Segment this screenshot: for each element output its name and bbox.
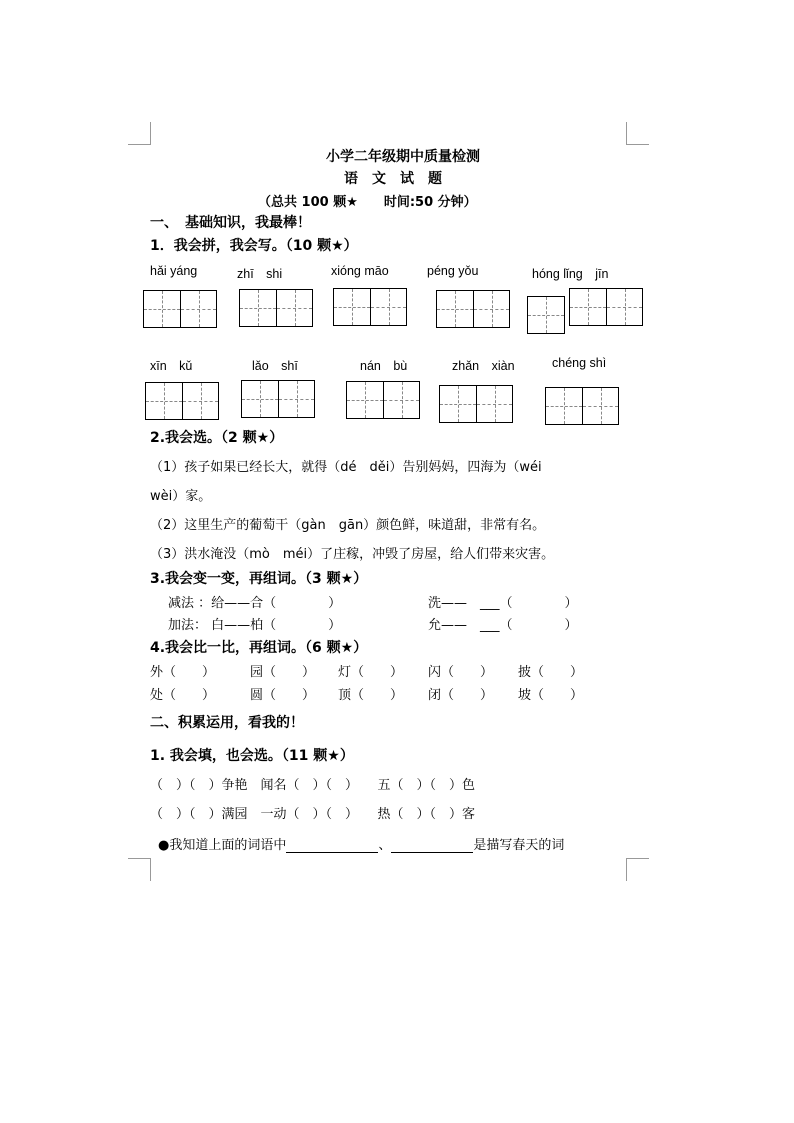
page-title: 小学二年级期中质量检测 <box>326 149 480 165</box>
writing-grid[interactable] <box>143 290 217 328</box>
writing-grid[interactable] <box>439 385 513 423</box>
writing-cell[interactable] <box>144 291 180 327</box>
writing-grid[interactable] <box>239 289 313 327</box>
question-heading: 3.我会变一变，再组词。（3 颗★） <box>150 571 368 587</box>
corner-mark-bottom-left <box>128 858 151 881</box>
question-heading: 1．我会拼，我会写。（10 颗★） <box>150 238 358 254</box>
question-text: （1）孩子如果已经长大，就得（dé děi）告别妈妈，四海为（wéi <box>150 460 542 475</box>
corner-mark-bottom-right <box>626 858 649 881</box>
word-pair: 闪（ ） <box>428 665 494 680</box>
writing-cell[interactable] <box>606 289 642 325</box>
writing-cell[interactable] <box>146 383 182 419</box>
pinyin-label: xīn kǔ <box>150 359 193 373</box>
writing-cell[interactable] <box>180 291 216 327</box>
question-heading: 4.我会比一比，再组词。（6 颗★） <box>150 640 368 656</box>
word-pair: 闭（ ） <box>428 688 494 703</box>
writing-cell[interactable] <box>383 382 419 418</box>
word-pair: 坡（ ） <box>518 688 584 703</box>
word-pair: 披（ ） <box>518 665 584 680</box>
writing-cell[interactable] <box>334 289 370 325</box>
pinyin-label: zhǎn xiàn <box>452 359 515 373</box>
question-heading: 1. 我会填，也会选。（11 颗★） <box>150 748 354 764</box>
writing-cell[interactable] <box>546 388 582 424</box>
question-text: 减法 ：给——合（ ） <box>168 596 342 611</box>
question-text: （ ）（ ）满园 一动（ ）（ ） 热（ ）（ ）客 <box>150 807 476 822</box>
pinyin-label: hǎi yáng <box>150 264 198 278</box>
section-heading: 二、积累运用，看我的！ <box>150 715 304 731</box>
writing-cell[interactable] <box>182 383 218 419</box>
subject-title: 语 文 试 题 <box>344 171 442 187</box>
pinyin-label: chéng shì <box>552 356 607 370</box>
word-pair: 外（ ） <box>150 665 216 680</box>
writing-cell[interactable] <box>570 289 606 325</box>
pinyin-label: hóng lǐng jīn <box>532 267 609 281</box>
word-pair: 园（ ） <box>250 665 316 680</box>
writing-cell[interactable] <box>582 388 618 424</box>
exam-meta: （总共 100 颗★ 时间:50 分钟） <box>258 195 477 210</box>
pinyin-label: nán bù <box>360 359 408 373</box>
question-text: 加法： 白——柏（ ） <box>168 618 342 633</box>
writing-grid[interactable] <box>436 290 510 328</box>
question-text: （3）洪水淹没（mò méi）了庄稼，冲毁了房屋，给人们带来灾害。 <box>150 547 555 562</box>
pinyin-label: lǎo shī <box>252 359 298 373</box>
corner-mark-top-left <box>128 122 151 145</box>
question-text: wèi）家。 <box>150 489 212 504</box>
writing-grid[interactable] <box>333 288 407 326</box>
sentence-start: ●我知道上面的词语中 <box>158 838 287 853</box>
word-pair: 处（ ） <box>150 688 216 703</box>
answer-blank[interactable] <box>286 852 378 853</box>
section-heading: 一、 基础知识，我最棒！ <box>150 215 311 231</box>
question-text: 允—— ___（ ） <box>428 618 578 633</box>
writing-grid[interactable] <box>527 296 565 334</box>
writing-cell[interactable] <box>437 291 473 327</box>
question-text: （ ）（ ）争艳 闻名（ ）（ ） 五（ ）（ ）色 <box>150 778 476 793</box>
writing-grid[interactable] <box>545 387 619 425</box>
corner-mark-top-right <box>626 122 649 145</box>
word-pair: 灯（ ） <box>338 665 404 680</box>
sentence-separator: 、 <box>378 838 392 853</box>
writing-cell[interactable] <box>242 381 278 417</box>
word-pair: 圆（ ） <box>250 688 316 703</box>
word-pair: 顶（ ） <box>338 688 404 703</box>
writing-cell[interactable] <box>278 381 314 417</box>
writing-cell[interactable] <box>370 289 406 325</box>
writing-grid[interactable] <box>145 382 219 420</box>
pinyin-label: xióng māo <box>331 264 389 278</box>
writing-grid[interactable] <box>569 288 643 326</box>
writing-cell[interactable] <box>473 291 509 327</box>
pinyin-label: péng yǒu <box>427 264 479 278</box>
writing-cell[interactable] <box>440 386 476 422</box>
writing-cell[interactable] <box>347 382 383 418</box>
fill-in-sentence <box>158 834 564 853</box>
question-text: （2）这里生产的葡萄干（gàn gān）颜色鲜，味道甜，非常有名。 <box>150 518 546 533</box>
question-text: 洗—— ___（ ） <box>428 596 578 611</box>
answer-blank[interactable] <box>391 852 473 853</box>
pinyin-label: zhī shi <box>237 267 283 281</box>
writing-cell[interactable] <box>276 290 312 326</box>
question-heading: 2.我会选。（2 颗★） <box>150 430 284 446</box>
writing-grid[interactable] <box>346 381 420 419</box>
sentence-end: 是描写春天的词 <box>473 838 565 853</box>
writing-cell[interactable] <box>240 290 276 326</box>
writing-cell[interactable] <box>528 297 564 333</box>
writing-grid[interactable] <box>241 380 315 418</box>
writing-cell[interactable] <box>476 386 512 422</box>
